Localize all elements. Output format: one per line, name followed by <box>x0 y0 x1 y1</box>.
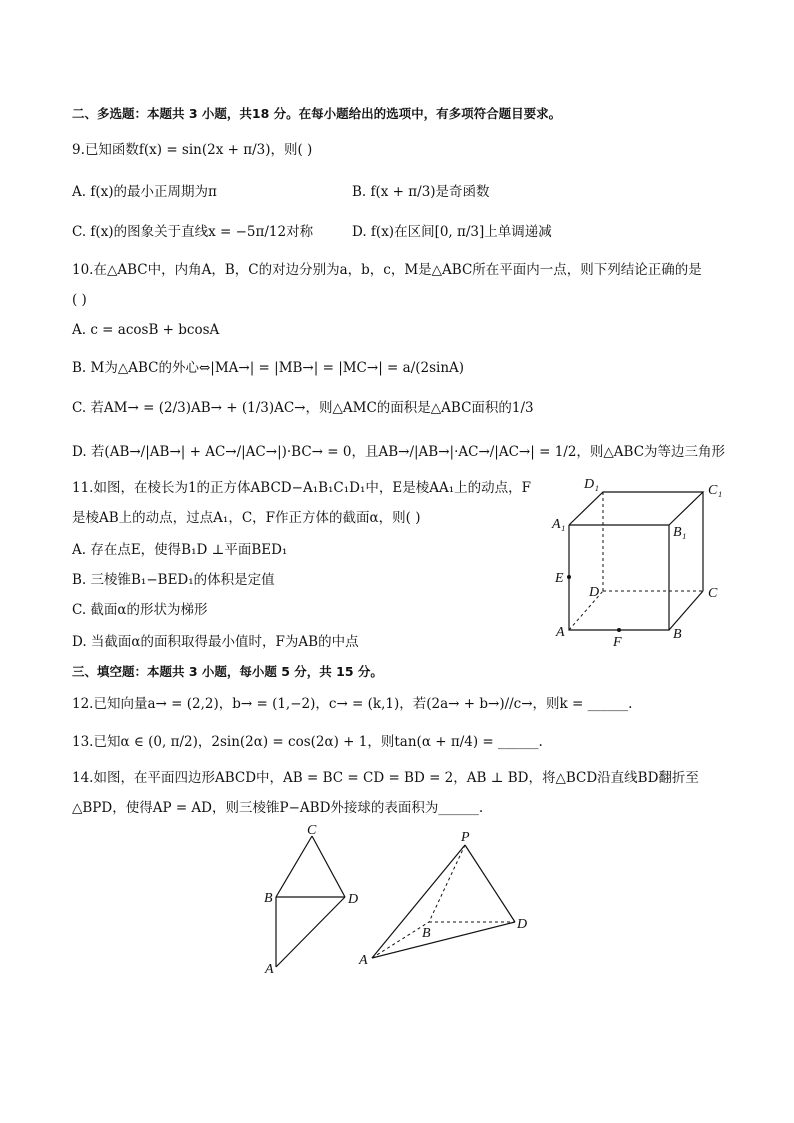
q11-option-a: A. 存在点E，使得B₁D ⊥平面BED₁ <box>72 542 288 558</box>
cube-label-b: B <box>673 627 682 642</box>
quad-label-d: D <box>348 892 359 907</box>
q10-stem: 10.在△ABC中，内角A，B，C的对边分别为a，b，c，M是△ABC所在平面内一点，则下列结论正确的是 <box>72 262 702 278</box>
pyramid-label-d: D <box>517 917 528 932</box>
cube-label-d: D <box>589 585 600 600</box>
q11-option-c: C. 截面α的形状为梯形 <box>72 602 208 618</box>
pyramid-figure <box>355 825 540 970</box>
quad-label-b: B <box>264 891 273 906</box>
pyramid-edge-ad <box>372 922 515 958</box>
q10-option-b: B. M为△ABC的外心⇔|MA→| = |MB→| = |MC→| = a/(2sinA) <box>72 360 465 376</box>
pyramid-edge-pd <box>465 845 515 922</box>
q13-stem: 13.已知α ∈ (0, π/2)，2sin(2α) = cos(2α) + 1，则tan(α + π/4) = ______. <box>72 734 543 750</box>
pyramid-edge-ap <box>372 845 465 958</box>
pyramid-label-a: A <box>359 953 368 968</box>
section-header-fill-blank: 三、填空题：本题共 3 小题，每小题 5 分，共 15 分。 <box>72 664 383 679</box>
section-header-multiple-choice: 二、多选题：本题共 3 小题，共18 分。在每小题给出的选项中，有多项符合题目要求。 <box>72 106 562 121</box>
cube-edge-bc <box>669 591 703 630</box>
q9-option-a: A. f(x)的最小正周期为π <box>72 184 217 200</box>
cube-figure <box>540 470 740 650</box>
q12-stem: 12.已知向量a→ = (2,2)，b→ = (1,−2)，c→ = (k,1)，若(2a→ + b→)//c→，则k = ______. <box>72 696 633 712</box>
q9-stem: 9.已知函数f(x) = sin(2x + π/3)，则( ) <box>72 142 313 158</box>
q11-option-d: D. 当截面α的面积取得最小值时，F为AB的中点 <box>72 634 359 650</box>
cube-label-a1: A₁ <box>552 517 566 532</box>
q9-option-c: C. f(x)的图象关于直线x = −5π/12对称 <box>72 224 314 240</box>
cube-label-e: E <box>555 571 564 586</box>
quad-label-c: C <box>307 823 317 838</box>
quadrilateral-figure <box>258 820 368 980</box>
cube-label-b1: B₁ <box>673 525 687 540</box>
cube-top-face <box>569 492 703 525</box>
quad-label-a: A <box>265 962 274 977</box>
q14-stem-cont: △BPD，使得AP = AD，则三棱锥P−ABD外接球的表面积为______. <box>72 800 484 816</box>
cube-point-f <box>617 628 621 632</box>
cube-label-f: F <box>613 635 622 650</box>
quad-edge-cd <box>312 836 345 897</box>
pyramid-label-b: B <box>422 926 431 941</box>
quad-edge-ad <box>276 897 345 967</box>
cube-front-face <box>569 525 669 630</box>
q11-option-b: B. 三棱锥B₁−BED₁的体积是定值 <box>72 572 275 588</box>
quad-edge-bc <box>276 836 312 897</box>
cube-label-c: C <box>708 586 718 601</box>
cube-label-c1: C₁ <box>708 483 723 498</box>
q9-option-d: D. f(x)在区间[0, π/3]上单调递减 <box>352 224 552 240</box>
q11-stem-cont: 是棱AB上的动点，过点A₁，C，F作正方体的截面α，则( ) <box>72 510 421 526</box>
q11-stem: 11.如图，在棱长为1的正方体ABCD−A₁B₁C₁D₁中，E是棱AA₁上的动点，F <box>72 480 532 496</box>
cube-point-e <box>567 575 571 579</box>
q14-stem: 14.如图，在平面四边形ABCD中，AB = BC = CD = BD = 2，AB ⊥ BD，将△BCD沿直线BD翻折至 <box>72 770 699 786</box>
pyramid-hidden-edge-ab <box>372 922 429 958</box>
cube-label-a: A <box>556 625 565 640</box>
cube-label-d1: D₁ <box>584 477 599 492</box>
q9-option-b: B. f(x + π/3)是奇函数 <box>352 184 490 200</box>
pyramid-label-p: P <box>461 830 470 845</box>
q10-option-c: C. 若AM→ = (2/3)AB→ + (1/3)AC→，则△AMC的面积是△ABC面积的1/3 <box>72 400 534 416</box>
pyramid-hidden-edge-pb <box>429 845 465 922</box>
q10-stem-bracket: ( ) <box>72 292 87 308</box>
q10-option-a: A. c = acosB + bcosA <box>72 322 220 338</box>
q10-option-d: D. 若(AB→/|AB→| + AC→/|AC→|)·BC→ = 0，且AB→/|AB→|·AC→/|AC→| = 1/2，则△ABC为等边三角形 <box>72 444 726 460</box>
